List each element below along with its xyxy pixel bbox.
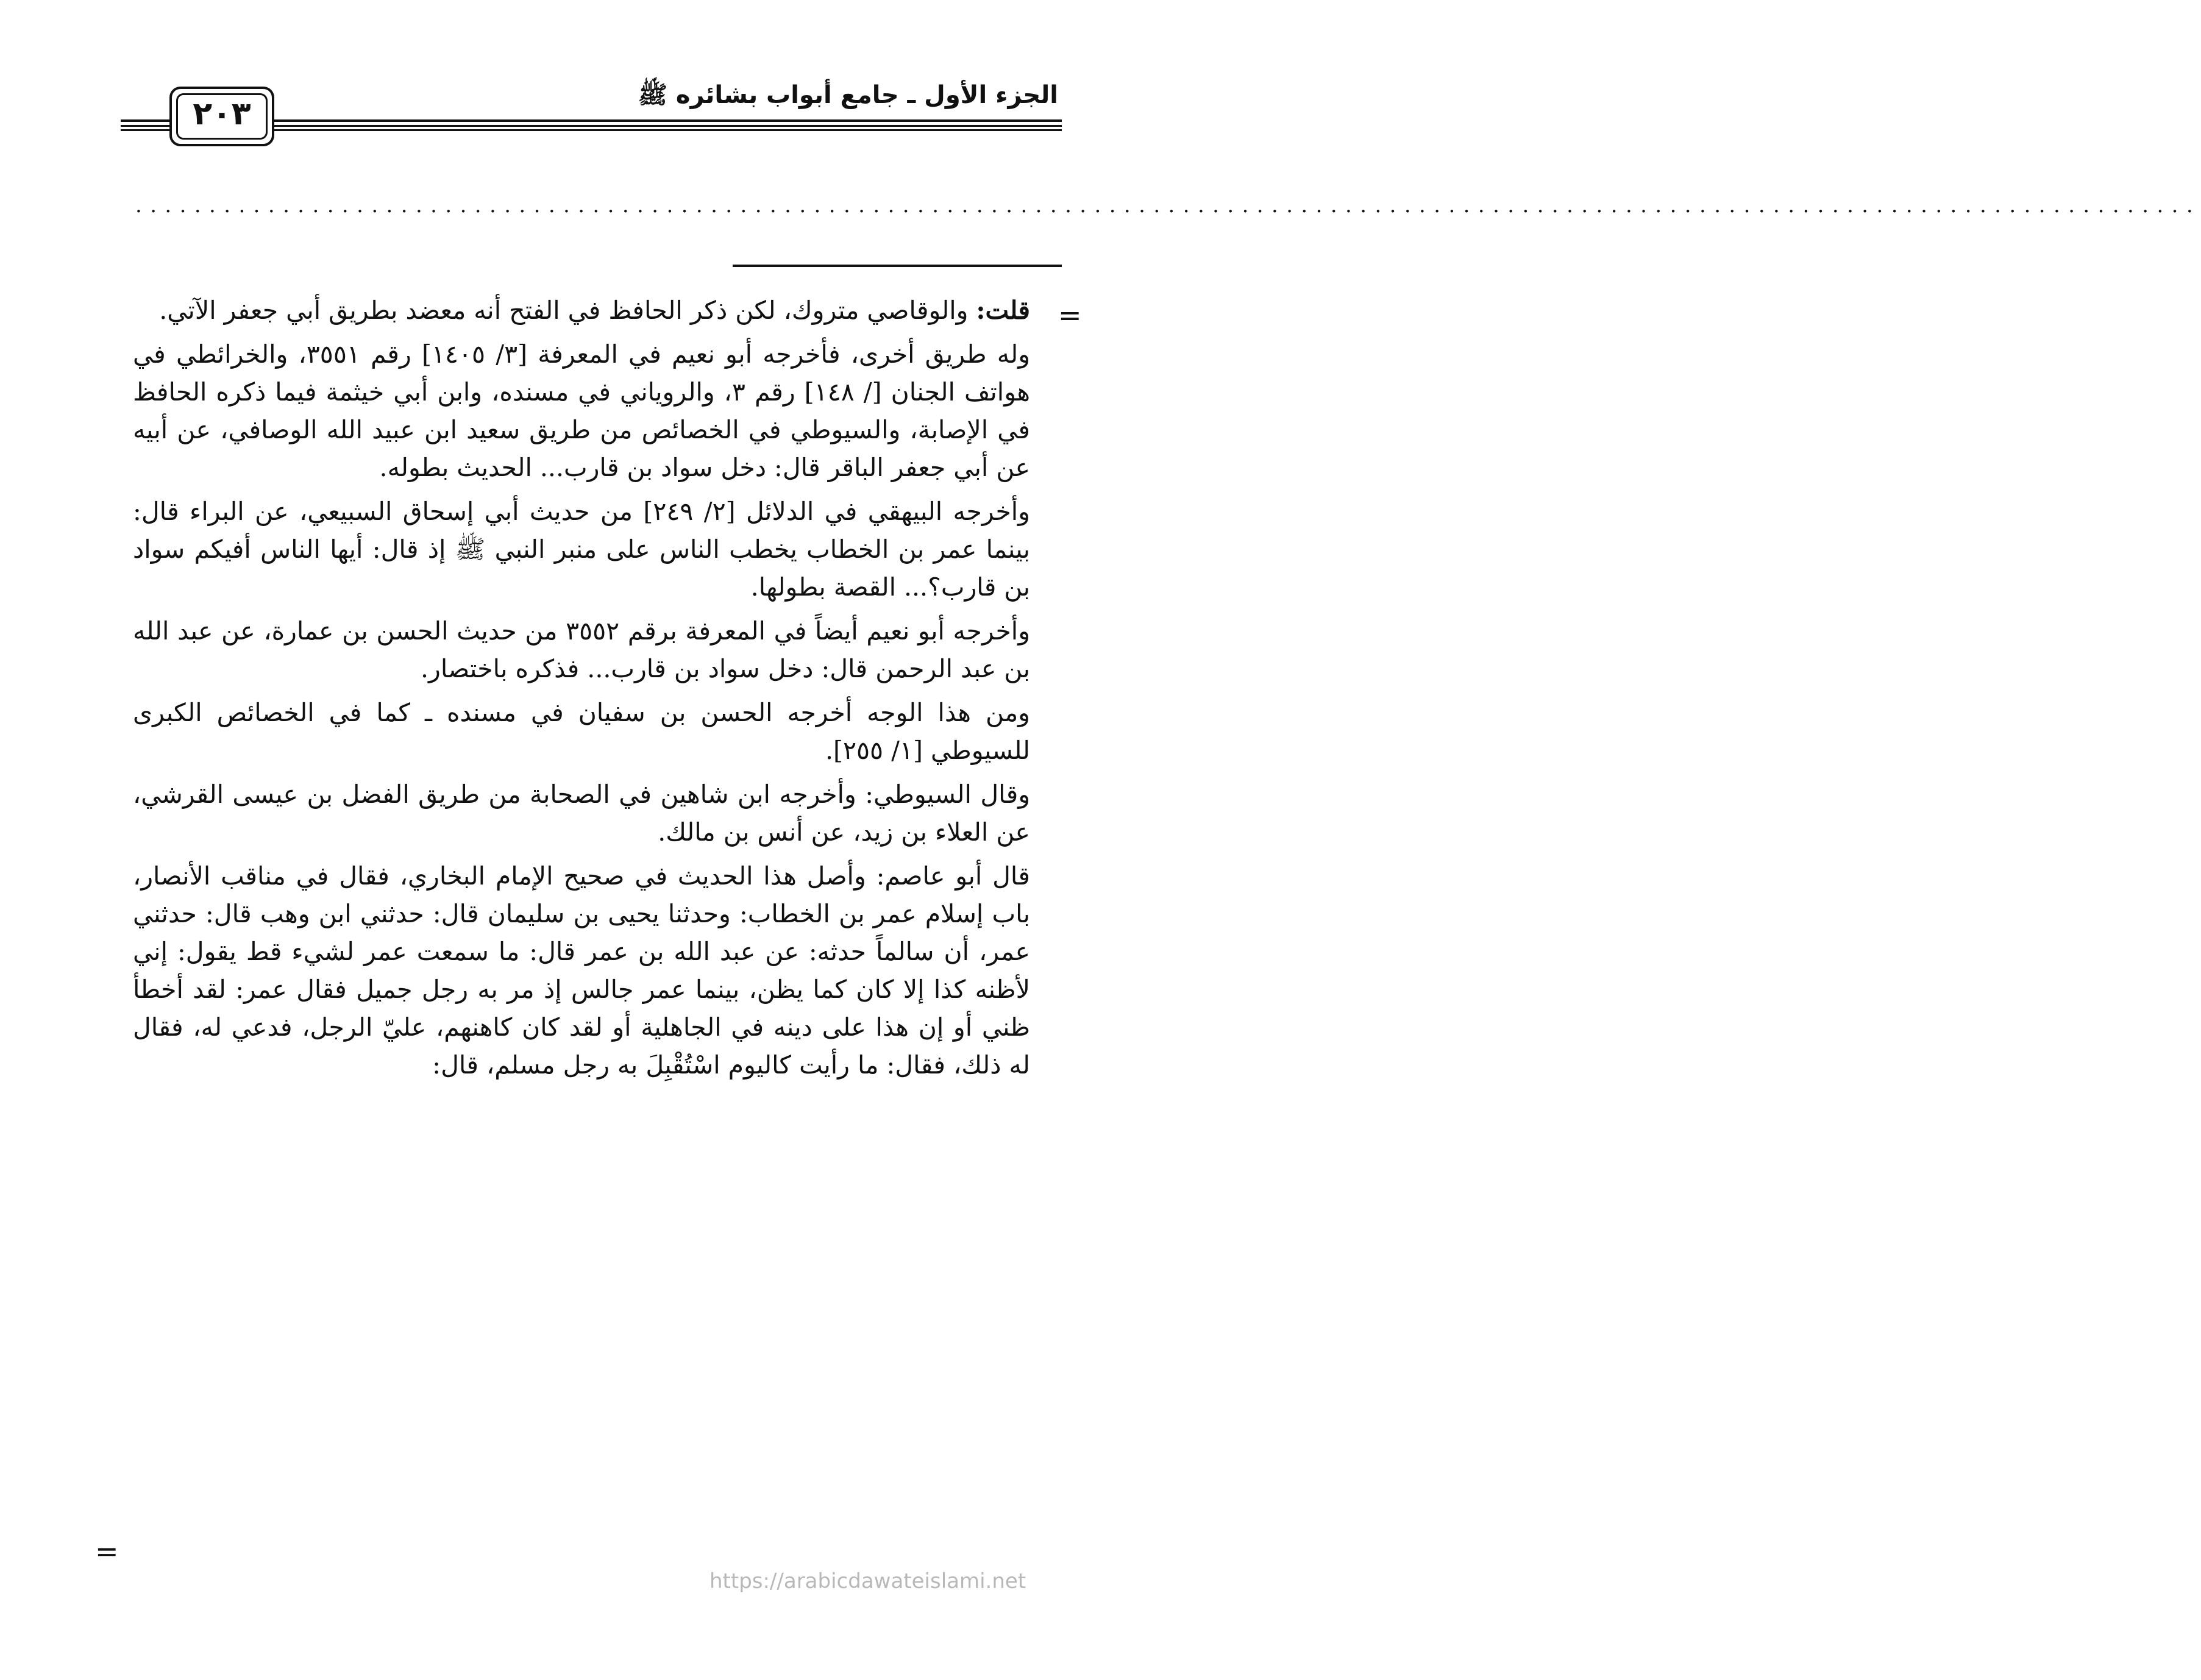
paragraph-text: وله طريق أخرى، فأخرجه أبو نعيم في المعرفة [٣/ ١٤٠٥] رقم ٣٥٥١، والخرائطي في هواتف الجنان [/ ١٤٨] رقم ٣، والروياني في مسنده، وابن أبي خيثمة فيما ذكره الحافظ في الإصابة، والسيوطي في الخصائص من طريق سعيد ابن عبيد الله الوصافي، عن أبيه عن أبي جعفر الباقر قال: دخل سواد بن قارب... الحديث بطوله. <box>133 340 1031 482</box>
website-watermark: https://arabicdawateislami.net <box>709 1569 1026 1593</box>
dotted-separator: ............................................................................................................................................ <box>135 193 2201 218</box>
footnote-paragraph-3 <box>133 493 1030 606</box>
footnote-paragraph-1 <box>133 291 1030 329</box>
paragraph-text: والوقاصي متروك، لكن ذكر الحافظ في الفتح أنه معضد بطريق أبي جعفر الآتي. <box>159 296 976 325</box>
footnote-paragraph-7 <box>133 857 1030 1084</box>
footnote-paragraph-2 <box>133 335 1030 486</box>
paragraph-lead: قلت: <box>976 296 1030 325</box>
footnote-body <box>133 291 1030 1090</box>
footnote-paragraph-6 <box>133 775 1030 851</box>
footnote-paragraph-4 <box>133 612 1030 688</box>
paragraph-text: وأخرجه أبو نعيم أيضاً في المعرفة برقم ٣٥٥٢ من حديث الحسن بن عمارة، عن عبد الله بن عبد الرحمن قال: دخل سواد بن قارب... فذكره باختصار. <box>133 616 1030 683</box>
continuation-mark-bottom: = <box>95 1535 119 1568</box>
paragraph-text: وقال السيوطي: وأخرجه ابن شاهين في الصحابة من طريق الفضل بن عيسى القرشي، عن العلاء بن زيد، عن أنس بن مالك. <box>133 780 1030 847</box>
paragraph-text: ومن هذا الوجه أخرجه الحسن بن سفيان في مسنده ـ كما في الخصائص الكبرى للسيوطي [١/ ٢٥٥]. <box>133 698 1030 765</box>
page-number: ٢٠٣ <box>193 96 251 132</box>
footnote-paragraph-5 <box>133 694 1030 769</box>
footnote-divider <box>733 265 1062 267</box>
paragraph-text: قال أبو عاصم: وأصل هذا الحديث في صحيح الإمام البخاري، فقال في مناقب الأنصار، باب إسلام عمر بن الخطاب: وحدثنا يحيى بن سليمان قال: حدثني ابن وهب قال: حدثني عمر، أن سالماً حدثه: عن عبد الله بن عمر قال: ما سمعت عمر لشيء قط يقول: إني لأظنه كذا إلا كان كما يظن، بينما عمر جالس إذ مر به رجل جميل فقال عمر: لقد أخطأ ظني أو إن هذا على دينه في الجاهلية أو لقد كان كاهنهم، عليّ الرجل، فدعي له، فقال له ذلك، فقال: ما رأيت كاليوم اسْتُقْبِلَ به رجل مسلم، قال: <box>133 861 1030 1080</box>
running-header-title: الجزء الأول ـ جامع أبواب بشائره ﷺ <box>638 81 1058 109</box>
continuation-mark-top: = <box>1058 299 1082 332</box>
paragraph-text: وأخرجه البيهقي في الدلائل [٢/ ٢٤٩] من حديث أبي إسحاق السبيعي، عن البراء قال: بينما عمر بن الخطاب يخطب الناس على منبر النبي ﷺ إذ قال: أيها الناس أفيكم سواد بن قارب؟... القصة بطولها. <box>133 497 1030 602</box>
page-number-frame <box>169 87 274 146</box>
